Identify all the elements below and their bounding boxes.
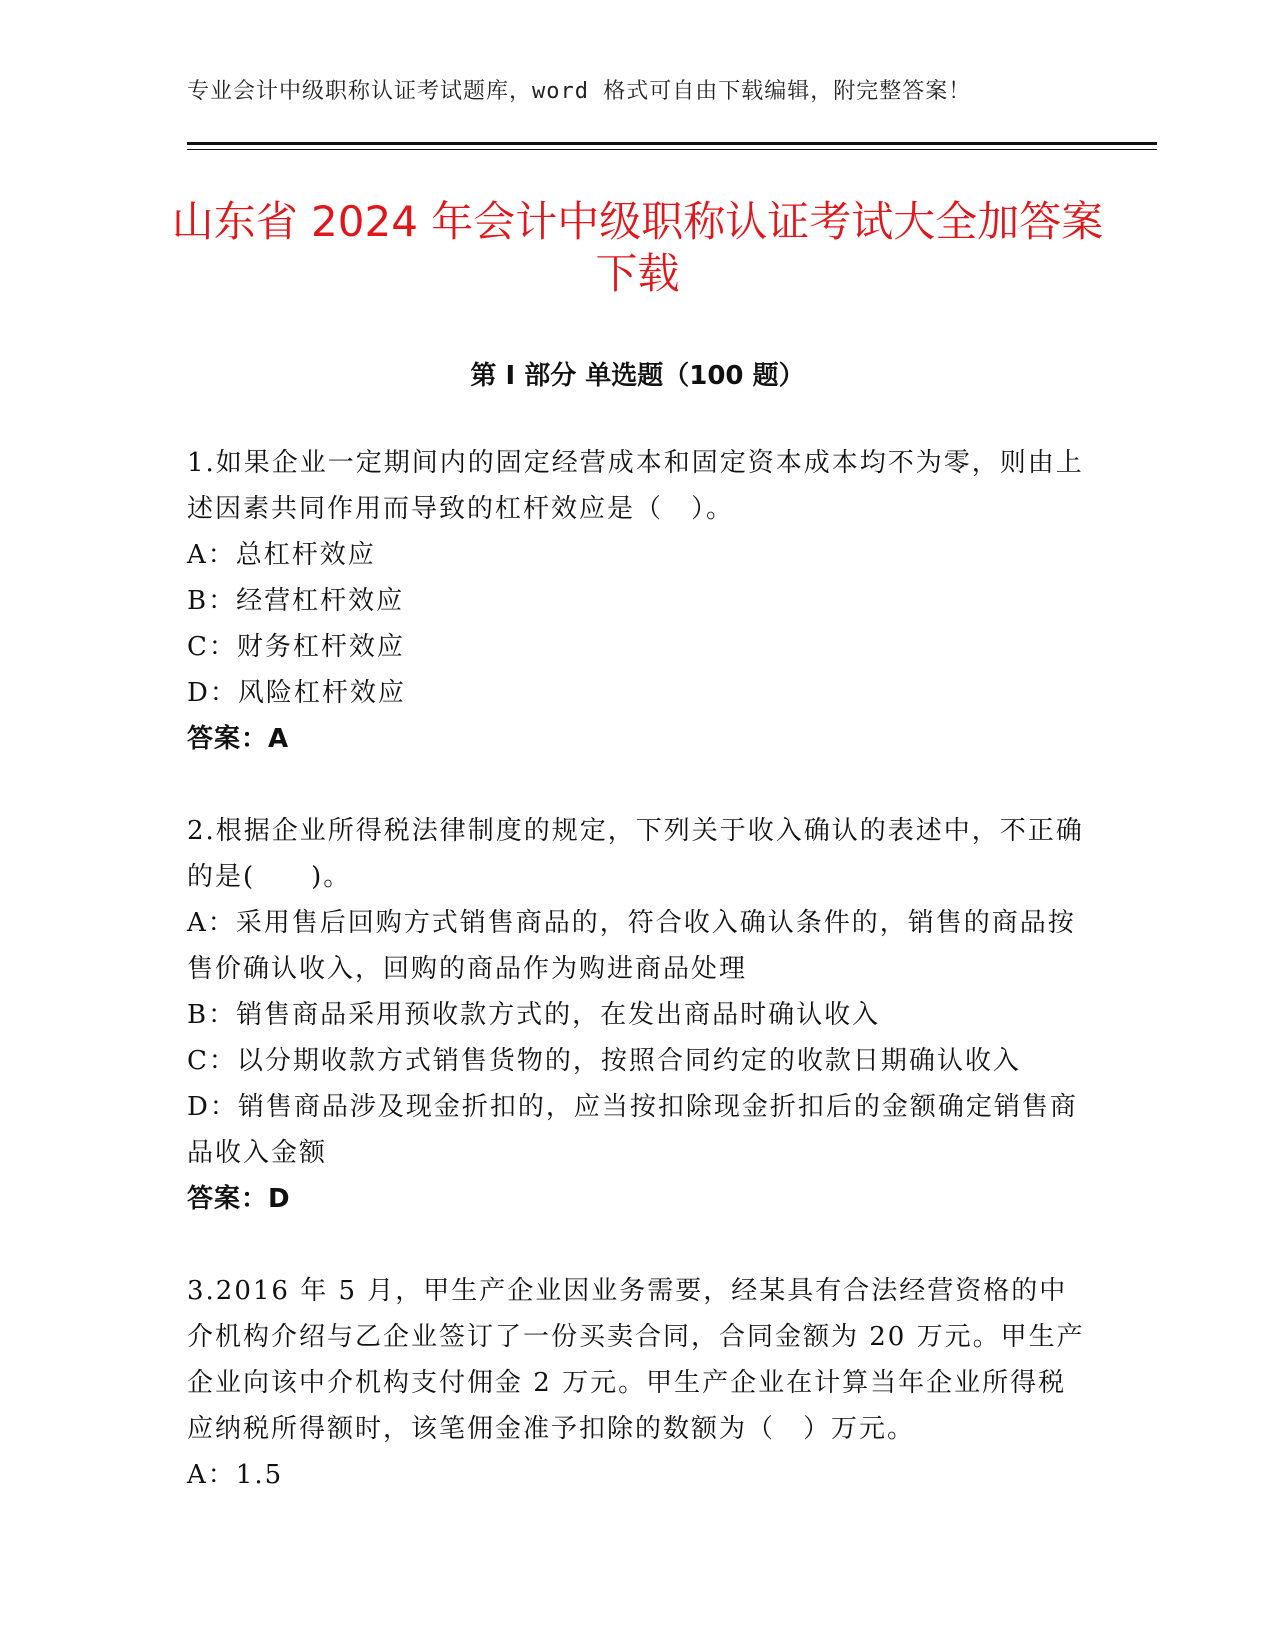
header-rule-thick (187, 142, 1157, 145)
option-b: B：销售商品采用预收款方式的，在发出商品时确认收入 (187, 1000, 881, 1030)
option-a: A：1.5 (187, 1460, 284, 1490)
question-stem: 2.根据企业所得税法律制度的规定，下列关于收入确认的表述中，不正确的是( )。 (187, 816, 1084, 892)
section-heading: 第 I 部分 单选题（100 题） (470, 361, 805, 391)
question-item (187, 440, 1087, 762)
question-spacer (187, 762, 1087, 808)
option-b: B：经营杠杆效应 (187, 586, 405, 616)
answer-label: 答案：D (187, 1184, 291, 1214)
question-spacer (187, 1222, 1087, 1268)
question-item (187, 1268, 1087, 1498)
question-stem: 3.2016 年 5 月，甲生产企业因业务需要，经某具有合法经营资格的中介机构介绍与乙企业签订了一份买卖合同，合同金额为 20 万元。甲生产企业向该中介机构支付佣金 2 万元。甲生产企业在计算当年企业所得税应纳税所得额时，该笔佣金准予扣除的数额为（ ）万元。 (187, 1276, 1085, 1444)
header-rule-thin (187, 149, 1157, 150)
question-stem: 1.如果企业一定期间内的固定经营成本和固定资本成本均不为零，则由上述因素共同作用而导致的杠杆效应是（ ）。 (187, 448, 1084, 524)
option-d: D：销售商品涉及现金折扣的，应当按扣除现金折扣后的金额确定销售商品收入金额 (187, 1092, 1078, 1168)
document-title: 山东省 2024 年会计中级职称认证考试大全加答案下载 (171, 197, 1104, 298)
answer-label: 答案：A (187, 724, 290, 754)
option-c: C：以分期收款方式销售货物的，按照合同约定的收款日期确认收入 (187, 1046, 1021, 1076)
header-note: 专业会计中级职称认证考试题库，word 格式可自由下载编辑，附完整答案！ (187, 79, 972, 104)
option-d: D：风险杠杆效应 (187, 678, 406, 708)
question-item (187, 808, 1087, 1222)
option-c: C：财务杠杆效应 (187, 632, 405, 662)
question-list (187, 440, 1087, 1498)
option-a: A：总杠杆效应 (187, 540, 376, 570)
option-a: A：采用售后回购方式销售商品的，符合收入确认条件的，销售的商品按售价确认收入，回购的商品作为购进商品处理 (187, 908, 1076, 984)
